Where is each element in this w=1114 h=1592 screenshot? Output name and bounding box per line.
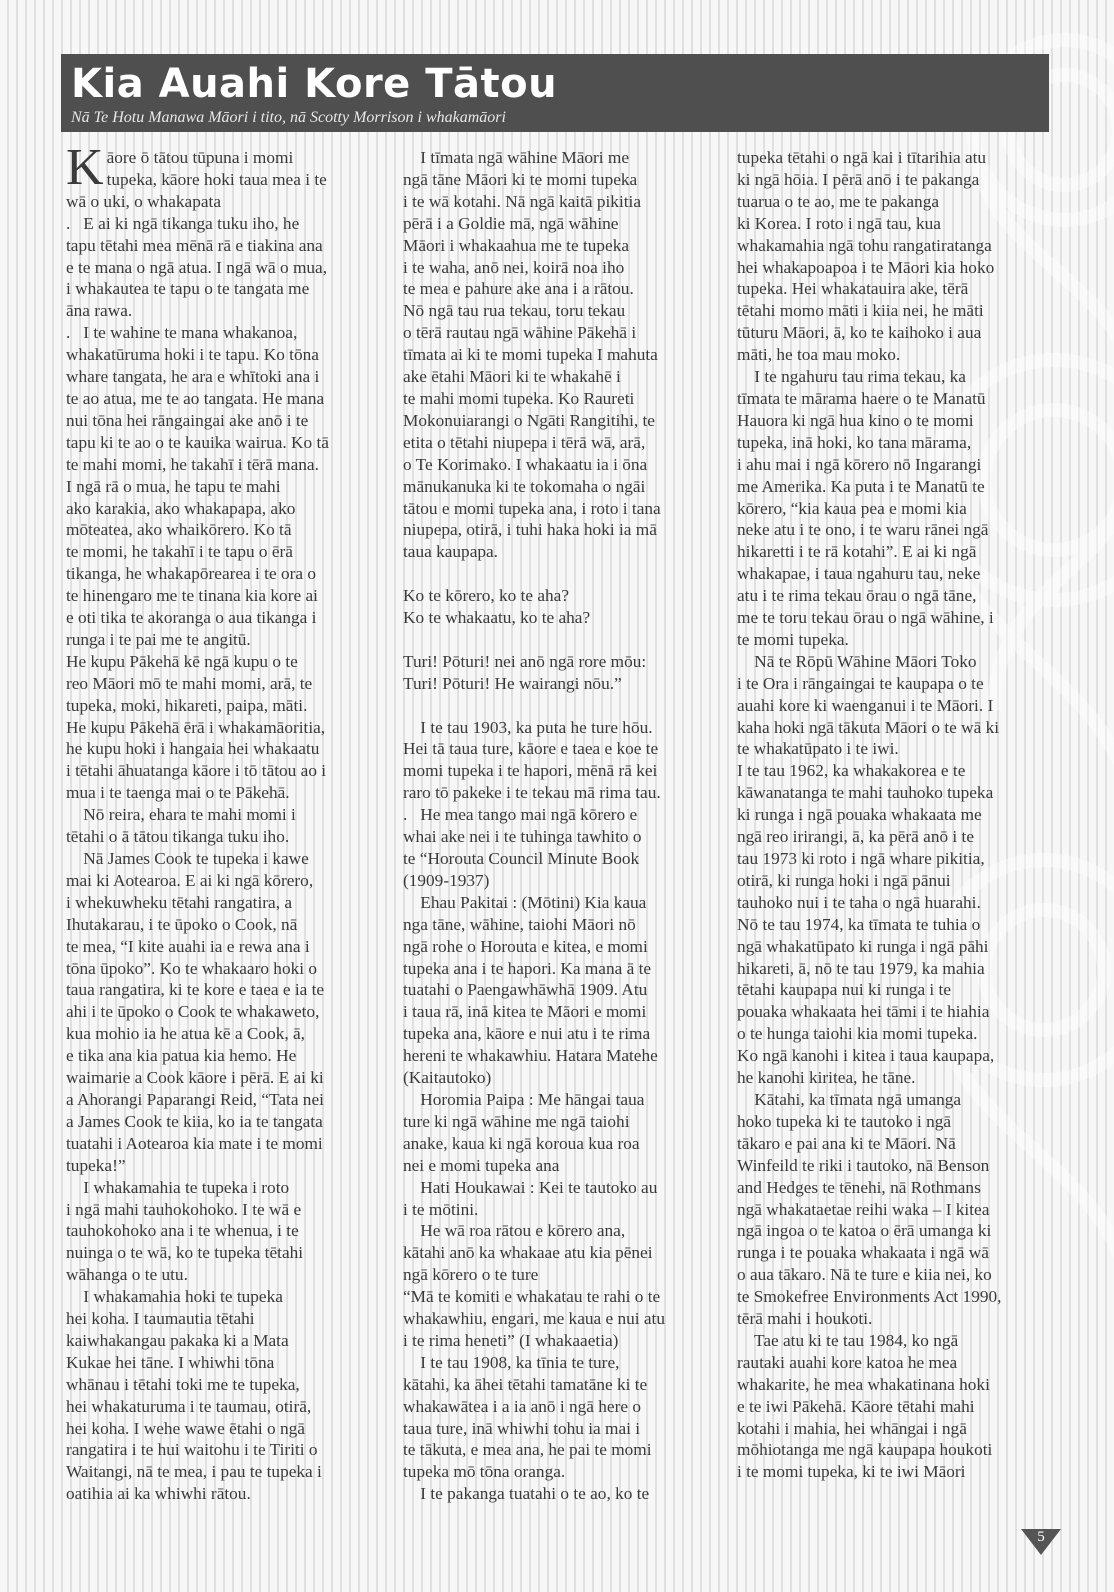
page-number: 5 — [1037, 1529, 1045, 1545]
text-line: whānau i tētahi toki me te tupeka, — [66, 1374, 300, 1394]
text-line: tupeka, kāore hoki taua mea i te — [106, 169, 327, 189]
text-line: tōna ūpoko”. Ko te whakaaro hoki o — [66, 958, 317, 978]
text-line: i taua rā, inā kitea te Māori e momi — [403, 1002, 647, 1022]
text-line: i te Ora i rāngaingai te kaupapa o te — [737, 673, 984, 693]
text-line: hei koha. I wehe wawe ētahi o ngā — [66, 1418, 305, 1438]
text-line: ki runga i ngā pouaka whakaata me — [737, 805, 982, 825]
text-line: kaiwhakangau pakaka ki a Mata — [66, 1330, 289, 1350]
text-line: nei e momi tupeka ana — [403, 1155, 560, 1175]
text-line: tupeka ana, kāore e nui atu i te rima — [403, 1024, 651, 1044]
text-line: tīmata ai ki te momi tupeka I mahuta — [403, 345, 658, 365]
text-line: i te rima heneti” (I whakaaetia) — [403, 1330, 619, 1350]
text-line: o tērā rautau ngā wāhine Pākehā i — [403, 323, 637, 343]
text-line — [403, 629, 705, 651]
text-line: tapu ki te ao o te kauika wairua. Ko tā — [66, 432, 329, 452]
text-line: (1909-1937) — [403, 870, 490, 890]
text-line: I te tau 1908, ka tīnia te ture, — [403, 1352, 620, 1372]
text-line: rangatira i te hui waitohu i te Tiriti o — [66, 1440, 318, 1460]
text-line: mai ki Aotearoa. E ai ki ngā kōrero, — [66, 870, 314, 890]
text-line: ngā reo irirangi, ā, ka pērā anō i te — [737, 827, 975, 847]
text-line: niupepa, otirā, i tuhi haka hoki ia mā — [403, 520, 657, 540]
text-line: Turi! Pōturi! nei anō ngā rore mōu: — [403, 651, 647, 671]
text-line: tērā mahi i houkoti. — [737, 1309, 873, 1329]
text-line: nuinga o te wā, ko te tupeka tētahi — [66, 1243, 304, 1263]
text-line: hei koha. I taumautia tētahi — [66, 1309, 255, 1329]
text-line: tauhoko nui i te taha o ngā huarahi. — [737, 892, 981, 912]
text-line: āna rawa. — [66, 301, 133, 321]
text-line: he kanohi kiritea, he tāne. — [737, 1068, 916, 1088]
text-line: whakawhiu, engari, me kaua e nui atu — [403, 1309, 666, 1329]
text-line: and Hedges te tēnehi, nā Rothmans — [737, 1177, 981, 1197]
article-title: Kia Auahi Kore Tātou — [71, 61, 558, 107]
text-line: waimarie a Cook kāore i pērā. E ai ki — [66, 1068, 324, 1088]
text-line: te hinengaro me te tinana kia kore ai — [66, 586, 318, 606]
text-line: whare tangata, he ara e whītoki ana i — [66, 367, 320, 387]
text-line: Turi! Pōturi! He wairangi nōu.” — [403, 673, 622, 693]
text-line: otirā, ki runga hoki i ngā pānui — [737, 870, 951, 890]
text-line: i ngā mahi tauhokohoko. I te wā e — [66, 1199, 302, 1219]
text-column-3 — [737, 147, 1039, 1483]
text-line: te ao atua, me te ao tangata. He mana — [66, 388, 325, 408]
text-line: mōhiotanga me ngā kaupapa houkoti — [737, 1440, 993, 1460]
text-line: he kupu hoki i hangaia hei whakaatu — [66, 739, 320, 759]
text-line: tupeka!” — [66, 1155, 126, 1175]
text-line: kāwanatanga te mahi tauhoko tupeka — [737, 783, 994, 803]
text-line: Ko te kōrero, ko te aha? — [403, 586, 570, 606]
text-line: i te wā kotahi. Nā ngā kaitā pikitia — [403, 191, 642, 211]
text-line: ngā rohe o Horouta e kitea, e momi — [403, 936, 648, 956]
text-line: . I te wahine te mana whakanoa, — [66, 323, 298, 343]
text-line: Nā te Rōpū Wāhine Māori Toko — [737, 651, 977, 671]
text-line: I whakamahia hoki te tupeka — [66, 1287, 283, 1307]
text-line: kotahi i mahia, hei whāngai i ngā — [737, 1418, 967, 1438]
text-line: neke atu i te ono, i te waru rānei ngā — [737, 520, 989, 540]
text-line: Tae atu ki te tau 1984, ko ngā — [737, 1330, 959, 1350]
text-line: Kukae hei tāne. I whiwhi tōna — [66, 1352, 275, 1372]
text-line: e oti tika te akoranga o aua tikanga i — [66, 608, 317, 628]
text-line: “Mā te komiti e whakatau te rahi o te — [403, 1287, 661, 1307]
text-line: i whekuwheku tētahi rangatira, a — [66, 892, 293, 912]
text-line: te tākuta, e mea ana, he pai te momi — [403, 1440, 652, 1460]
text-line: taua ture, inā whiwhi tohu ia mai i — [403, 1418, 641, 1438]
text-line: kātahi, ka āhei tētahi tamatāne ki te — [403, 1374, 648, 1394]
text-line: whakarite, he mea whakatinana hoki — [737, 1374, 990, 1394]
text-line: tīmata te mārama haere o te Manatū — [737, 388, 986, 408]
text-line: me te toru tekau ōrau o ngā wāhine, i — [737, 608, 994, 628]
article-byline: Nā Te Hotu Manawa Māori i tito, nā Scotty Morrison i whakamāori — [71, 109, 506, 126]
text-line: momi tupeka i te hapori, mēnā rā kei — [403, 761, 658, 781]
text-line: i te momi tupeka, ki te iwi Māori — [737, 1462, 966, 1482]
text-line: e tika ana kia patua kia hemo. He — [66, 1046, 297, 1066]
text-line: ahi i te ūpoko o Cook te whakaweto, — [66, 1002, 320, 1022]
drop-cap: K — [66, 139, 104, 196]
text-line: ki Korea. I roto i ngā tau, kua — [737, 213, 941, 233]
text-line — [403, 563, 705, 585]
text-line: rautaki auahi kore katoa he mea — [737, 1352, 958, 1372]
text-line: i ahu mai i ngā kōrero nō Ingarangi — [737, 454, 982, 474]
text-line: He kupu Pākehā kē ngā kupu o te — [66, 651, 298, 671]
text-line: I whakamahia te tupeka i roto — [66, 1177, 290, 1197]
text-line: oatihia ai ka whiwhi rātou. — [66, 1484, 251, 1504]
title-banner — [61, 54, 1049, 132]
text-line: ture ki ngā wāhine me ngā taiohi — [403, 1111, 630, 1131]
text-line: i te mōtini. — [403, 1199, 479, 1219]
text-line: ki ngā hōia. I pērā anō i te pakanga — [737, 169, 980, 189]
text-line: pērā i a Goldie mā, ngā wāhine — [403, 213, 619, 233]
text-line: whakamahia ngā tohu rangatiratanga — [737, 235, 992, 255]
text-line: i te waha, anō nei, koirā noa iho — [403, 257, 625, 277]
text-line: tupeka, inā hoki, ko tana mārama, — [737, 432, 972, 452]
text-line: te mahi momi tupeka. Ko Raureti — [403, 388, 635, 408]
text-line: Nō te tau 1974, ka tīmata te tuhia o — [737, 914, 981, 934]
text-line: atu i te rima tekau ōrau o ngā tāne, — [737, 586, 977, 606]
text-line: Kātahi, ka tīmata ngā umanga — [737, 1089, 962, 1109]
text-line: Mokonuiarangi o Ngāti Rangitihi, te — [403, 410, 655, 430]
text-line: ako karakia, ako whakapapa, ako — [66, 498, 296, 518]
text-line: ngā ingoa o te katoa o ērā umanga ki — [737, 1221, 992, 1241]
text-line: (Kaitautoko) — [403, 1068, 492, 1088]
text-line: kātahi anō ka whakaae atu kia pēnei — [403, 1243, 653, 1263]
text-line: whai ake nei i te tuhinga tawhito o — [403, 827, 642, 847]
text-line: I te ngahuru tau rima tekau, ka — [737, 367, 966, 387]
text-line: Waitangi, nā te mea, i pau te tupeka i — [66, 1462, 322, 1482]
text-line: i tētahi āhuatanga kāore i tō tātou ao i — [66, 761, 327, 781]
text-line: e te iwi Pākehā. Kāore tētahi mahi — [737, 1396, 975, 1416]
text-line: I te tau 1962, ka whakakorea e te — [737, 761, 966, 781]
text-line: te mea, “I kite auahi ia e rewa ana i — [66, 936, 310, 956]
text-line: tūturu Māori, ā, ko te kaihoko i aua — [737, 323, 982, 343]
text-line: te “Horouta Council Minute Book — [403, 849, 640, 868]
text-line: tātou e momi tupeka ana, i roto i tana — [403, 498, 661, 518]
text-line: whakatūruma hoki i te tapu. Ko tōna — [66, 345, 319, 365]
text-line: ake ētahi Māori ki te whakahē i — [403, 367, 621, 387]
text-line: te mea e pahure ake ana i a rātou. — [403, 279, 634, 299]
text-line: hei whakapoapoa i te Māori kia hoko — [737, 257, 995, 277]
text-line: nui tōna hei rāngaingai ake anō i te — [66, 410, 309, 430]
text-line: tupeka tētahi o ngā kai i tītarihia atu — [737, 148, 987, 167]
text-line: whakawātea i a ia anō i ngā here o — [403, 1396, 641, 1416]
text-line: tauhokohoko ana i te whenua, i te — [66, 1221, 299, 1241]
text-line: Ko te whakaatu, ko te aha? — [403, 608, 591, 628]
text-line: whakapae, i taua ngahuru tau, neke — [737, 564, 981, 584]
text-line: Hei tā taua ture, kāore e taea e koe te — [403, 739, 659, 759]
text-line: I ngā rā o mua, he tapu te mahi — [66, 476, 281, 496]
text-line: tētahi momo māti i kiia nei, he māti — [737, 301, 984, 321]
text-line: o Te Korimako. I whakaatu ia i ōna — [403, 454, 648, 474]
text-line: wāhanga o te utu. — [66, 1265, 188, 1285]
text-line: Māori i whakaahua me te tupeka — [403, 235, 630, 255]
text-line: I te pakanga tuatahi o te ao, ko te — [403, 1484, 650, 1504]
text-line: mua i te taenga mai o te Pākehā. — [66, 783, 290, 803]
text-line: nga tāne, wāhine, taiohi Māori nō — [403, 914, 636, 934]
text-line: anake, kaua ki ngā koroua kua roa — [403, 1133, 640, 1153]
text-line: te whakatūpato i te iwi. — [737, 739, 899, 759]
text-line: Nā James Cook te tupeka i kawe — [66, 849, 309, 868]
text-line: a James Cook te kiia, ko ia te tangata — [66, 1111, 323, 1131]
text-line: raro tō pakeke i te tekau mā rima tau. — [403, 783, 661, 803]
text-line: tupeka. Hei whakatauira ake, tērā — [737, 279, 969, 299]
text-line: te Smokefree Environments Act 1990, — [737, 1287, 1002, 1307]
text-line: tikanga, he whakapōrearea i te ora o — [66, 564, 316, 584]
text-line: o te hunga taiohi kia momi tupeka. — [737, 1024, 978, 1044]
text-line: runga i te pai me te angitū. — [66, 629, 251, 649]
text-line: a Ahorangi Paparangi Reid, “Tata nei — [66, 1089, 324, 1109]
text-line: runga i te pouaka whakaata i ngā wā — [737, 1243, 989, 1263]
text-line: pouaka whakaata hei tāmi i te hiahia — [737, 1002, 990, 1022]
text-line: Ihutakarau, i te ūpoko o Cook, nā — [66, 914, 298, 934]
text-line: tuatahi i Aotearoa kia mate i te momi — [66, 1133, 323, 1153]
text-line: tētahi o ā tātou tikanga tuku iho. — [66, 827, 290, 847]
text-line: o aua tākaro. Nā te ture e kiia nei, ko — [737, 1265, 992, 1285]
text-line: ngā whakataetae reihi waka – I kitea — [737, 1199, 990, 1219]
text-line: Nō ngā tau rua tekau, toru tekau — [403, 301, 626, 321]
text-line: mōteatea, ako whaikōrero. Ko tā — [66, 520, 292, 540]
text-line: tākaro e pai ana ki te Māori. Nā — [737, 1133, 956, 1153]
text-line: Hati Houkawai : Kei te tautoko au — [403, 1177, 658, 1197]
text-line: tupeka ana i te hapori. Ka mana ā te — [403, 958, 652, 978]
text-line: hikareti, ā, nō te tau 1979, ka mahia — [737, 958, 985, 978]
text-line: Horomia Paipa : Me hāngai taua — [403, 1089, 645, 1109]
text-line: He kupu Pākehā ērā i whakamāoritia, — [66, 717, 326, 737]
text-line: ngā kōrero o te ture — [403, 1265, 539, 1285]
text-line: auahi kore ki waenganui i te Māori. I — [737, 695, 994, 715]
text-line: . E ai ki ngā tikanga tuku iho, he — [66, 213, 300, 233]
text-line: kaha hoki ngā tākuta Māori o te wā ki — [737, 717, 1000, 737]
text-line: I tīmata ngā wāhine Māori me — [403, 148, 630, 167]
text-line: hoko tupeka ki te tautoko i ngā — [737, 1111, 952, 1131]
text-line: Winfeild te riki i tautoko, nā Benson — [737, 1155, 990, 1175]
text-line: ngā whakatūpato ki runga i ngā pāhi — [737, 936, 989, 956]
text-line: taua rangatira, ki te kore e taea e ia te — [66, 980, 325, 1000]
text-line: tapu tētahi mea mēnā rā e tiakina ana — [66, 235, 323, 255]
text-line: reo Māori mō te mahi momi, arā, te — [66, 673, 313, 693]
text-line: kōrero, “kia kaua pea e momi kia — [737, 498, 967, 518]
text-line: te mahi momi, he takahī i tērā mana. — [66, 454, 319, 474]
text-line — [403, 695, 705, 717]
text-line: Nō reira, ehara te mahi momi i — [66, 805, 296, 825]
text-line: wā o uki, o whakapata — [66, 191, 221, 211]
text-line: tētahi kaupapa nui ki runga i te — [737, 980, 952, 1000]
text-line: Ko ngā kanohi i kitea i taua kaupapa, — [737, 1046, 995, 1066]
text-line: me Amerika. Ka puta i te Manatū te — [737, 476, 985, 496]
text-line: . He mea tango mai ngā kōrero e — [403, 805, 638, 825]
text-line: etita o tētahi niupepa i tērā wā, arā, — [403, 432, 646, 452]
text-line: āore ō tātou tūpuna i momi — [106, 148, 294, 167]
text-line: kua mohio ia he atua kē a Cook, ā, — [66, 1024, 305, 1044]
text-line: ngā tāne Māori ki te momi tupeka — [403, 169, 638, 189]
text-line: i whakautea te tapu o te tangata me — [66, 279, 310, 299]
text-line: e te mana o ngā atua. I ngā wā o mua, — [66, 257, 328, 277]
text-line: hikaretti i te rā kotahi”. E ai ki ngā — [737, 542, 977, 562]
text-line: hereni te whakawhiu. Hatara Matehe — [403, 1046, 658, 1066]
text-line: mānukanuka ki te tokomaha o ngāi — [403, 476, 646, 496]
text-line: te momi tupeka. — [737, 629, 849, 649]
text-line: tupeka, moki, hikareti, paipa, māti. — [66, 695, 308, 715]
text-line: hei whakaturuma i te taumau, otirā, — [66, 1396, 312, 1416]
text-line: Ehau Pakitai : (Mōtini) Kia kaua — [403, 892, 647, 912]
text-line: I te tau 1903, ka puta he ture hōu. — [403, 717, 653, 737]
text-line: te momi, he takahī i te tapu o ērā — [66, 542, 293, 562]
text-line: tuatahi o Paengawhāwhā 1909. Atu — [403, 980, 648, 1000]
text-line: tau 1973 ki roto i ngā whare pikitia, — [737, 849, 985, 868]
text-line: māti, he toa mau moko. — [737, 345, 901, 365]
text-line: tupeka mō tōna oranga. — [403, 1462, 566, 1482]
text-line: He wā roa rātou e kōrero ana, — [403, 1221, 626, 1241]
text-line: taua kaupapa. — [403, 542, 498, 562]
text-line: tuarua o te ao, me te pakanga — [737, 191, 939, 211]
text-line: Hauora ki ngā hua kino o te momi — [737, 410, 974, 430]
text-column-1 — [66, 139, 368, 1505]
text-column-2 — [403, 147, 705, 1505]
